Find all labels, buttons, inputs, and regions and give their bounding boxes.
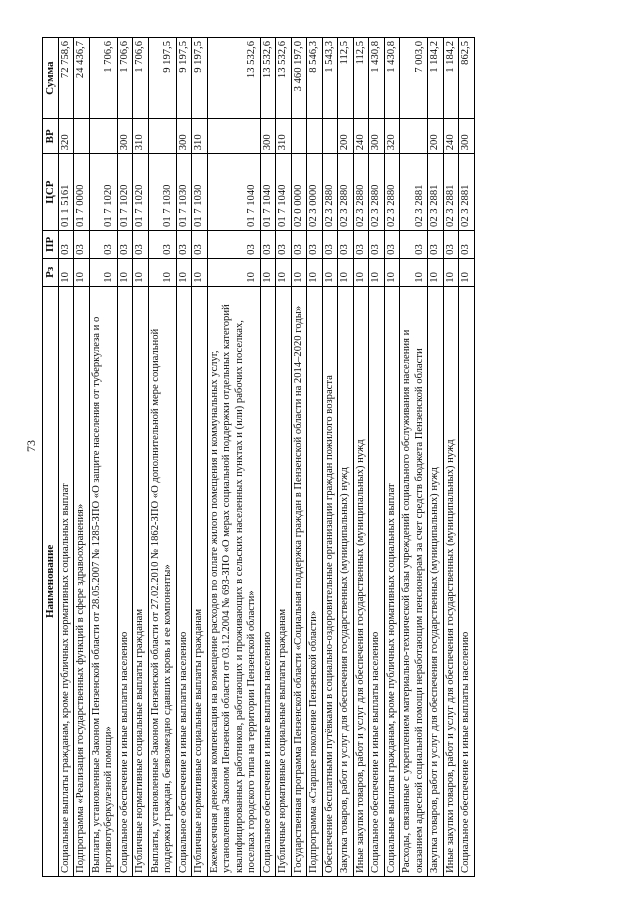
cell-csr: 02 3 2881 xyxy=(400,154,428,231)
cell-vr xyxy=(207,119,260,154)
cell-sum: 24 436,7 xyxy=(74,38,90,119)
table-row xyxy=(74,38,90,877)
cell-vr: 310 xyxy=(133,119,149,154)
header-vr: ВР xyxy=(43,119,59,154)
cell-csr: 02 0 0000 xyxy=(291,154,307,231)
table-row xyxy=(384,38,400,877)
cell-name: Выплаты, установленные Законом Пензенской области от 28.05.2007 № 1285-ЗПО «О защите населения от туберкулеза и о противотуберкулезной помощи» xyxy=(89,286,117,876)
table-row xyxy=(291,38,307,877)
cell-pr: 03 xyxy=(207,230,260,258)
cell-pr: 03 xyxy=(428,230,444,258)
table-row xyxy=(353,38,369,877)
cell-pr: 03 xyxy=(307,230,323,258)
cell-csr: 01 7 1040 xyxy=(276,154,292,231)
cell-sum: 13 532,6 xyxy=(207,38,260,119)
cell-vr: 310 xyxy=(192,119,208,154)
cell-sum: 8 546,3 xyxy=(307,38,323,119)
cell-sum: 112,5 xyxy=(353,38,369,119)
cell-vr: 320 xyxy=(58,119,74,154)
cell-pr: 03 xyxy=(384,230,400,258)
cell-name: Социальное обеспечение и иные выплаты населению xyxy=(260,286,276,876)
budget-table xyxy=(42,37,475,877)
cell-rz: 10 xyxy=(117,258,133,286)
table-body xyxy=(58,38,474,877)
table-row xyxy=(369,38,385,877)
cell-rz: 10 xyxy=(400,258,428,286)
cell-rz: 10 xyxy=(133,258,149,286)
table-row xyxy=(89,38,117,877)
cell-sum: 1 430,8 xyxy=(384,38,400,119)
cell-csr: 01 7 1030 xyxy=(192,154,208,231)
cell-name: Иные закупки товаров, работ и услуг для обеспечения государственных (муниципальных) нужд xyxy=(353,286,369,876)
cell-vr xyxy=(74,119,90,154)
cell-vr xyxy=(291,119,307,154)
cell-vr: 300 xyxy=(369,119,385,154)
table-row xyxy=(260,38,276,877)
cell-pr: 03 xyxy=(459,230,475,258)
header-sum: Сумма xyxy=(43,38,59,119)
cell-pr: 03 xyxy=(192,230,208,258)
cell-pr: 03 xyxy=(369,230,385,258)
cell-sum: 1 430,8 xyxy=(369,38,385,119)
cell-pr: 03 xyxy=(117,230,133,258)
cell-name: Иные закупки товаров, работ и услуг для обеспечения государственных (муниципальных) нужд xyxy=(443,286,459,876)
table-row xyxy=(322,38,338,877)
cell-pr: 03 xyxy=(353,230,369,258)
page-number: 73 xyxy=(24,440,38,452)
cell-sum: 9 197,5 xyxy=(148,38,176,119)
cell-vr: 300 xyxy=(459,119,475,154)
cell-name: Публичные нормативные социальные выплаты гражданам xyxy=(192,286,208,876)
cell-pr: 03 xyxy=(148,230,176,258)
cell-vr xyxy=(322,119,338,154)
cell-rz: 10 xyxy=(74,258,90,286)
cell-pr: 03 xyxy=(89,230,117,258)
table-row xyxy=(133,38,149,877)
cell-rz: 10 xyxy=(176,258,192,286)
cell-name: Социальное обеспечение и иные выплаты населению xyxy=(459,286,475,876)
cell-csr: 01 7 0000 xyxy=(74,154,90,231)
cell-sum: 13 532,6 xyxy=(276,38,292,119)
cell-vr xyxy=(148,119,176,154)
cell-vr: 300 xyxy=(260,119,276,154)
table-row xyxy=(148,38,176,877)
header-name: Наименование xyxy=(43,286,59,876)
cell-rz: 10 xyxy=(338,258,354,286)
cell-sum: 1 706,6 xyxy=(89,38,117,119)
table-row xyxy=(58,38,74,877)
header-rz: Рз xyxy=(43,258,59,286)
cell-vr: 200 xyxy=(338,119,354,154)
cell-csr: 02 3 2880 xyxy=(384,154,400,231)
cell-csr: 02 3 2880 xyxy=(369,154,385,231)
cell-vr: 240 xyxy=(443,119,459,154)
cell-sum: 862,5 xyxy=(459,38,475,119)
cell-vr xyxy=(400,119,428,154)
table-row xyxy=(443,38,459,877)
cell-sum: 72 758,6 xyxy=(58,38,74,119)
cell-rz: 10 xyxy=(443,258,459,286)
cell-name: Подпрограмма «Реализация государственных функций в сфере здравоохранения» xyxy=(74,286,90,876)
table-row xyxy=(117,38,133,877)
cell-rz: 10 xyxy=(260,258,276,286)
cell-rz: 10 xyxy=(148,258,176,286)
cell-csr: 01 7 1030 xyxy=(148,154,176,231)
cell-pr: 03 xyxy=(291,230,307,258)
cell-name: Публичные нормативные социальные выплаты гражданам xyxy=(276,286,292,876)
cell-vr: 240 xyxy=(353,119,369,154)
cell-name: Социальные выплаты гражданам, кроме публичных нормативных социальных выплат xyxy=(384,286,400,876)
cell-rz: 10 xyxy=(207,258,260,286)
cell-name: Публичные нормативные социальные выплаты гражданам xyxy=(133,286,149,876)
cell-rz: 10 xyxy=(291,258,307,286)
cell-rz: 10 xyxy=(459,258,475,286)
cell-csr: 01 7 1030 xyxy=(176,154,192,231)
header-csr: ЦСР xyxy=(43,154,59,231)
cell-vr: 320 xyxy=(384,119,400,154)
cell-pr: 03 xyxy=(74,230,90,258)
cell-csr: 01 1 5161 xyxy=(58,154,74,231)
table-row xyxy=(400,38,428,877)
cell-csr: 02 3 2881 xyxy=(428,154,444,231)
cell-sum: 7 003,0 xyxy=(400,38,428,119)
cell-name: Ежемесячная денежная компенсация на возмещение расходов по оплате жилого помещения и коммунальных услуг, установленная Законом Пензенской области от 03.12.2004 № 693-ЗПО «О мерах социальной поддержки отдельных категорий квалифицированных работников, работающих и проживающих в сельских населенных пунктах и (или) рабочих поселках, поселках городского типа на территории Пензенской области» xyxy=(207,286,260,876)
cell-name: Социальное обеспечение и иные выплаты населению xyxy=(117,286,133,876)
cell-csr: 02 3 2881 xyxy=(459,154,475,231)
cell-pr: 03 xyxy=(58,230,74,258)
cell-sum: 9 197,5 xyxy=(176,38,192,119)
cell-csr: 02 3 2880 xyxy=(338,154,354,231)
table-row xyxy=(176,38,192,877)
cell-vr: 300 xyxy=(176,119,192,154)
cell-csr: 02 3 0000 xyxy=(307,154,323,231)
cell-vr xyxy=(307,119,323,154)
cell-sum: 1 543,3 xyxy=(322,38,338,119)
cell-name: Государственная программа Пензенской области «Социальная поддержка граждан в Пензенской области на 2014–2020 годы» xyxy=(291,286,307,876)
cell-sum: 112,5 xyxy=(338,38,354,119)
table-row xyxy=(338,38,354,877)
cell-csr: 01 7 1020 xyxy=(89,154,117,231)
cell-rz: 10 xyxy=(384,258,400,286)
table-row xyxy=(192,38,208,877)
table-row xyxy=(276,38,292,877)
cell-rz: 10 xyxy=(307,258,323,286)
cell-name: Социальное обеспечение и иные выплаты населению xyxy=(176,286,192,876)
cell-vr: 300 xyxy=(117,119,133,154)
cell-name: Социальные выплаты гражданам, кроме публичных нормативных социальных выплат xyxy=(58,286,74,876)
cell-vr: 310 xyxy=(276,119,292,154)
cell-pr: 03 xyxy=(338,230,354,258)
table-row xyxy=(307,38,323,877)
cell-rz: 10 xyxy=(89,258,117,286)
cell-name: Закупка товаров, работ и услуг для обеспечения государственных (муниципальных) нужд xyxy=(338,286,354,876)
cell-pr: 03 xyxy=(400,230,428,258)
header-pr: ПР xyxy=(43,230,59,258)
cell-sum: 3 460 197,0 xyxy=(291,38,307,119)
cell-name: Расходы, связанные с укреплением материально-технической базы учреждений социального обслуживания населения и оказанием адресной социальной помощи неработающим пенсионерам за счет средств бюджета Пензенской области xyxy=(400,286,428,876)
cell-pr: 03 xyxy=(133,230,149,258)
cell-csr: 02 3 2881 xyxy=(443,154,459,231)
cell-rz: 10 xyxy=(322,258,338,286)
table-row xyxy=(428,38,444,877)
cell-name: Подпрограмма «Старшее поколение Пензенской области» xyxy=(307,286,323,876)
cell-sum: 1 184,2 xyxy=(443,38,459,119)
cell-sum: 13 532,6 xyxy=(260,38,276,119)
cell-vr: 200 xyxy=(428,119,444,154)
table-row xyxy=(207,38,260,877)
cell-pr: 03 xyxy=(176,230,192,258)
cell-name: Обеспечение бесплатными путёвками в социально-оздоровительные организации граждан пожилого возраста xyxy=(322,286,338,876)
cell-rz: 10 xyxy=(353,258,369,286)
rotated-page-content xyxy=(42,37,632,877)
cell-rz: 10 xyxy=(276,258,292,286)
cell-csr: 01 7 1040 xyxy=(207,154,260,231)
cell-rz: 10 xyxy=(58,258,74,286)
cell-sum: 1 706,6 xyxy=(133,38,149,119)
cell-sum: 1 184,2 xyxy=(428,38,444,119)
cell-pr: 03 xyxy=(276,230,292,258)
cell-sum: 1 706,6 xyxy=(117,38,133,119)
cell-csr: 01 7 1020 xyxy=(117,154,133,231)
cell-pr: 03 xyxy=(443,230,459,258)
table-header-row xyxy=(43,38,59,877)
table-row xyxy=(459,38,475,877)
cell-sum: 9 197,5 xyxy=(192,38,208,119)
cell-rz: 10 xyxy=(428,258,444,286)
cell-rz: 10 xyxy=(192,258,208,286)
cell-csr: 02 3 2880 xyxy=(353,154,369,231)
cell-csr: 02 3 2880 xyxy=(322,154,338,231)
cell-vr xyxy=(89,119,117,154)
cell-csr: 01 7 1020 xyxy=(133,154,149,231)
cell-name: Выплаты, установленные Законом Пензенской области от 27.02.2010 № 1862-ЗПО «О дополнительной мере социальной поддержки граждан, безвозмездно сдавших кровь и ее компоненты» xyxy=(148,286,176,876)
cell-name: Социальное обеспечение и иные выплаты населению xyxy=(369,286,385,876)
cell-name: Закупка товаров, работ и услуг для обеспечения государственных (муниципальных) нужд xyxy=(428,286,444,876)
cell-pr: 03 xyxy=(322,230,338,258)
cell-pr: 03 xyxy=(260,230,276,258)
cell-csr: 01 7 1040 xyxy=(260,154,276,231)
cell-rz: 10 xyxy=(369,258,385,286)
